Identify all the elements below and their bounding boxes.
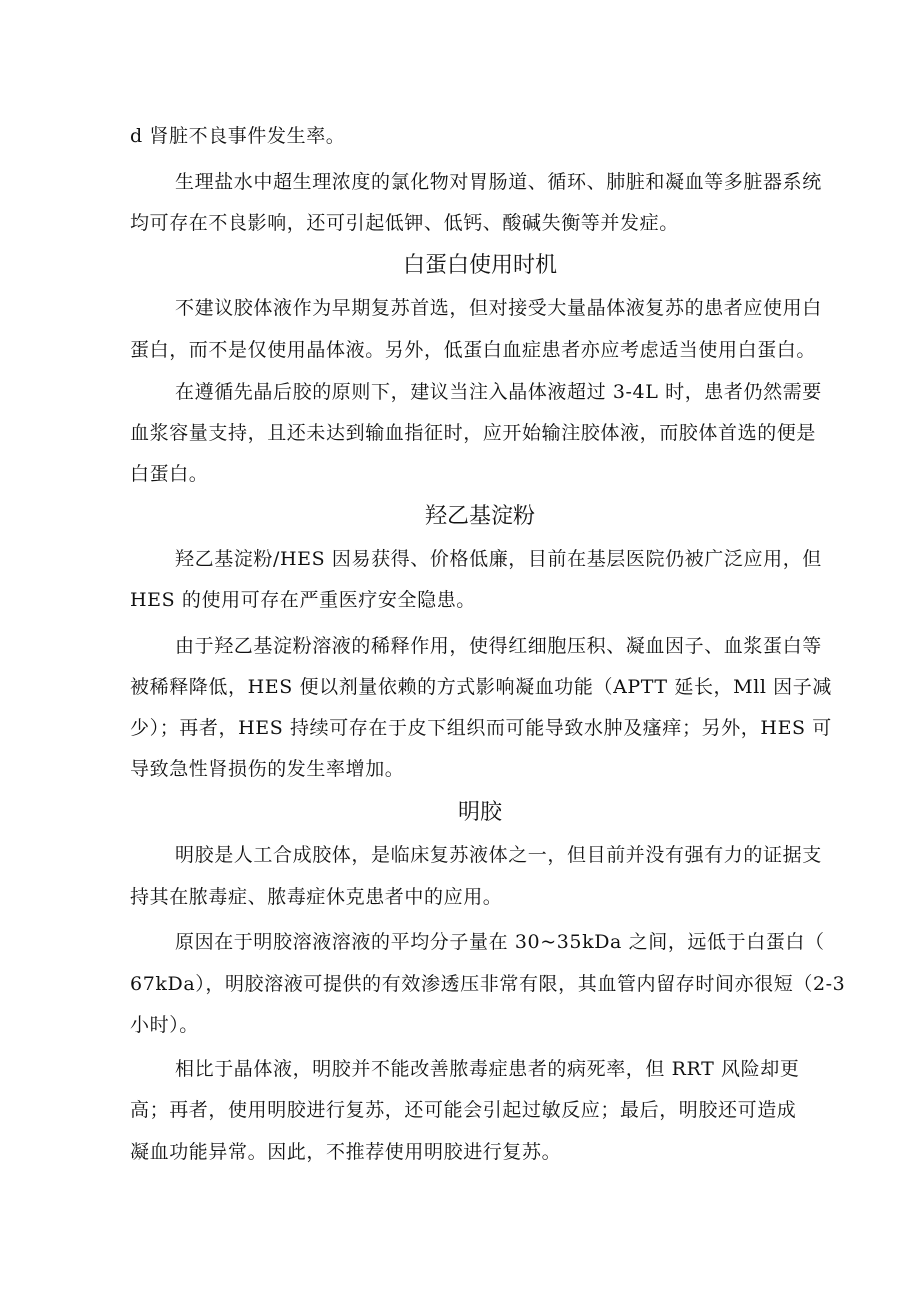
paragraph-line: HES 的使用可存在严重医疗安全隐患。: [130, 589, 476, 611]
section-heading-hes: 羟乙基淀粉: [424, 504, 535, 529]
paragraph-line: 由于羟乙基淀粉溶液的稀释作用，使得红细胞压积、凝血因子、血浆蛋白等: [175, 635, 822, 657]
paragraph-line: 相比于晶体液，明胶并不能改善脓毒症患者的病死率，但 RRT 风险却更: [175, 1058, 800, 1080]
intro-line: d 肾脏不良事件发生率。: [130, 125, 346, 147]
paragraph-line: 不建议胶体液作为早期复苏首选，但对接受大量晶体液复苏的患者应使用白: [175, 297, 822, 319]
paragraph-line: 蛋白，而不是仅使用晶体液。另外，低蛋白血症患者亦应考虑适当使用白蛋白。: [130, 339, 817, 361]
paragraph-line: 白蛋白。: [130, 463, 209, 485]
paragraph-line: 少）；再者，HES 持续可存在于皮下组织而可能导致水肿及瘙痒；另外，HES 可: [130, 717, 832, 739]
paragraph-line: 被稀释降低，HES 便以剂量依赖的方式影响凝血功能（APTT 延长，Mll 因子减: [130, 676, 832, 698]
section-heading-gelatin: 明胶: [457, 800, 502, 825]
intro-line: 均可存在不良影响，还可引起低钾、低钙、酸碱失衡等并发症。: [130, 212, 679, 234]
section-heading-albumin: 白蛋白使用时机: [402, 253, 557, 278]
paragraph-line: 导致急性肾损伤的发生率增加。: [130, 758, 405, 780]
paragraph-line: 原因在于明胶溶液溶液的平均分子量在 30~35kDa 之间，远低于白蛋白（: [175, 931, 825, 953]
paragraph-line: 小时）。: [130, 1014, 199, 1036]
paragraph-line: 羟乙基淀粉/HES 因易获得、价格低廉，目前在基层医院仍被广泛应用，但: [175, 548, 822, 570]
paragraph-line: 67kDa），明胶溶液可提供的有效渗透压非常有限，其血管内留存时间亦很短（2-3: [130, 973, 846, 995]
intro-line: 生理盐水中超生理浓度的氯化物对胃肠道、循环、肺脏和凝血等多脏器系统: [175, 171, 822, 193]
paragraph-line: 在遵循先晶后胶的原则下，建议当注入晶体液超过 3-4L 时，患者仍然需要: [175, 381, 822, 403]
paragraph-line: 持其在脓毒症、脓毒症休克患者中的应用。: [130, 886, 503, 908]
paragraph-line: 高；再者，使用明胶进行复苏，还可能会引起过敏反应；最后，明胶还可造成: [130, 1099, 797, 1121]
paragraph-line: 血浆容量支持，且还未达到输血指征时，应开始输注胶体液，而胶体首选的便是: [130, 422, 817, 444]
paragraph-line: 凝血功能异常。因此，不推荐使用明胶进行复苏。: [130, 1141, 562, 1163]
paragraph-line: 明胶是人工合成胶体，是临床复苏液体之一，但目前并没有强有力的证据支: [175, 844, 822, 866]
